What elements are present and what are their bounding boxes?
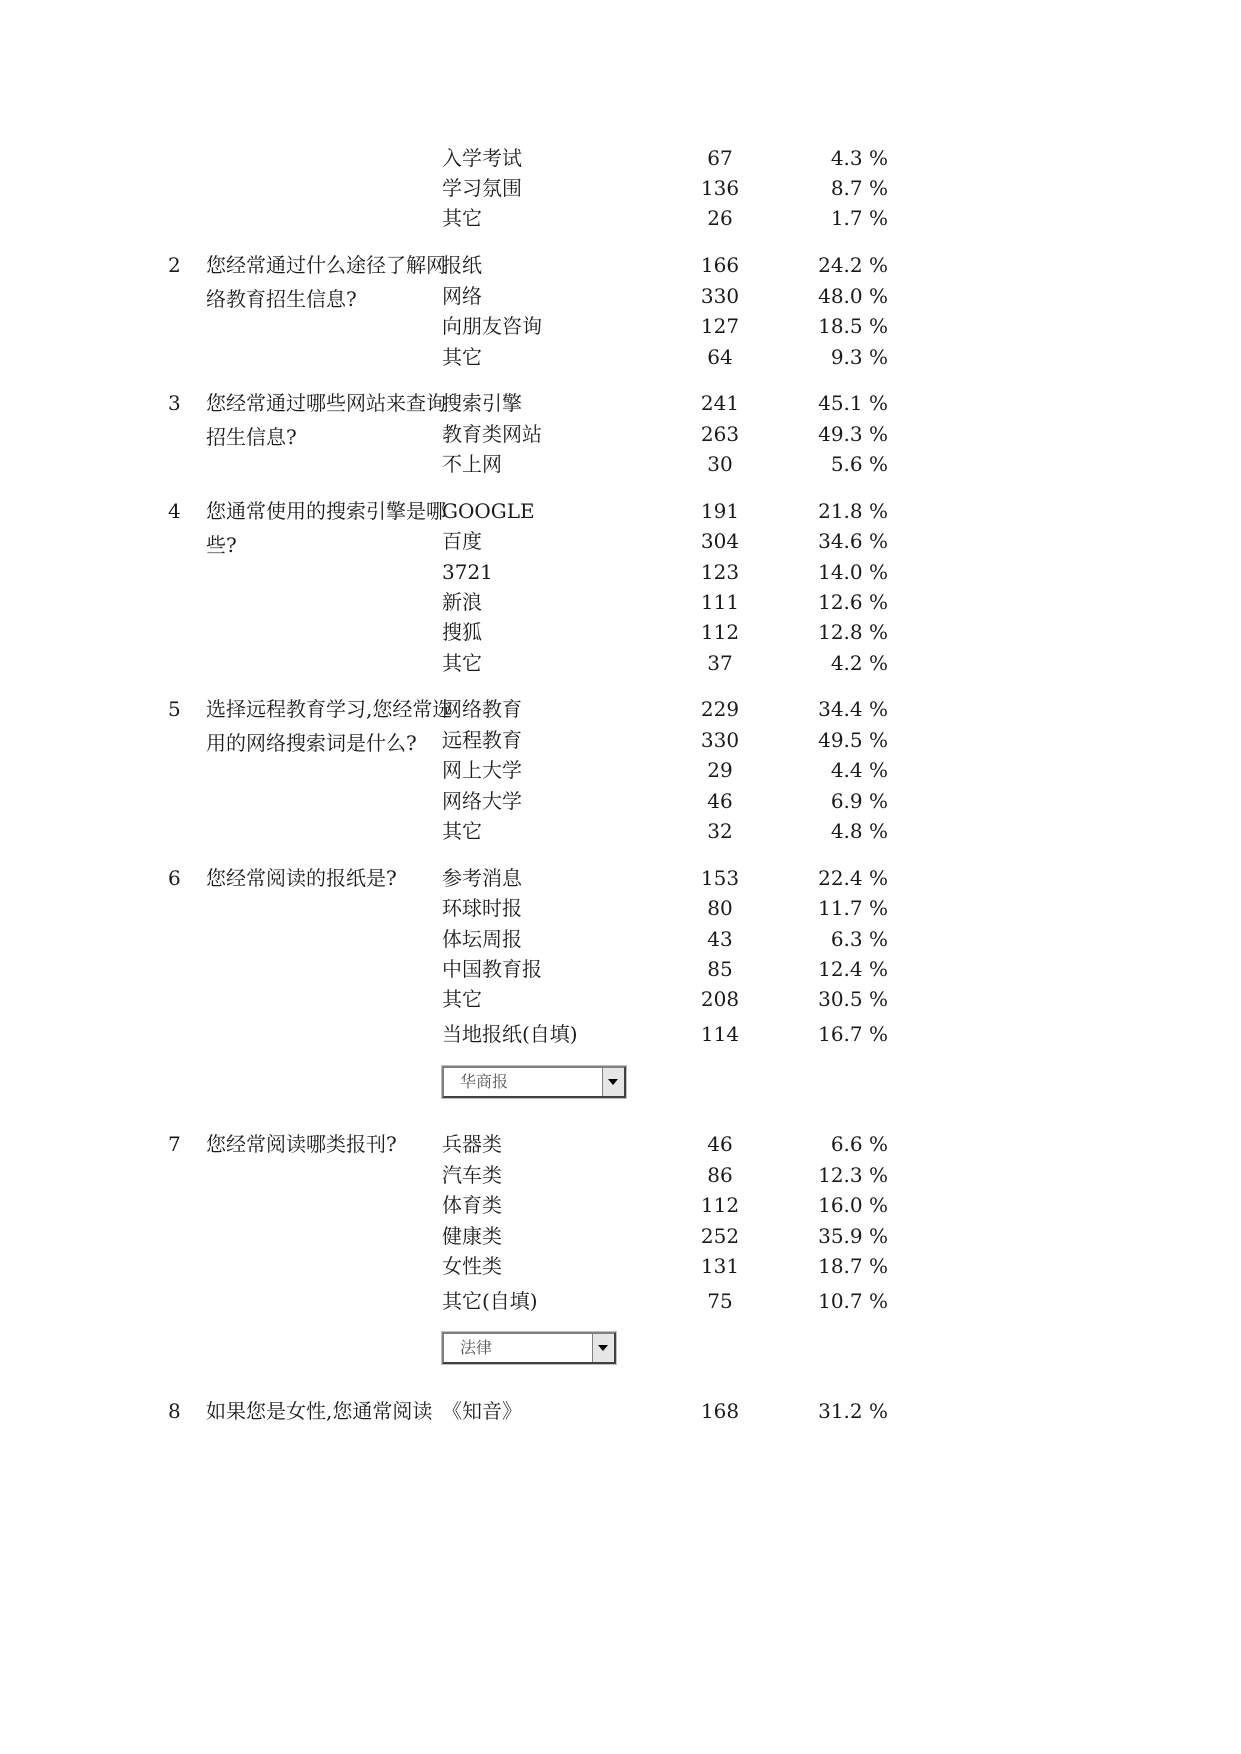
option-percent: 34.4 % xyxy=(818,697,888,721)
option-percent: 31.2 % xyxy=(818,1399,888,1423)
option-label: 当地报纸(自填) xyxy=(442,1022,578,1046)
option-label: 汽车类 xyxy=(442,1163,502,1187)
option-count: 75 xyxy=(707,1289,733,1313)
question-text: 选择远程教育学习,您经常选用的网络搜索词是什么? xyxy=(206,697,453,755)
option-percent: 5.6 % xyxy=(830,452,888,476)
option-count: 46 xyxy=(707,789,733,813)
option-count: 263 xyxy=(700,422,740,446)
option-count: 26 xyxy=(707,206,733,230)
option-count: 32 xyxy=(707,819,733,843)
option-count: 131 xyxy=(700,1254,740,1278)
option-label: 其它 xyxy=(442,345,482,369)
dropdown-selected-value: 法律 xyxy=(460,1338,493,1357)
option-count: 168 xyxy=(700,1399,740,1423)
option-count: 67 xyxy=(707,146,733,170)
option-label: 入学考试 xyxy=(442,146,522,170)
option-count: 191 xyxy=(700,499,740,523)
chevron-down-icon[interactable] xyxy=(592,1334,614,1362)
question-number: 5 xyxy=(168,697,181,721)
question-number: 2 xyxy=(168,253,181,277)
option-count: 29 xyxy=(707,758,733,782)
option-label: 不上网 xyxy=(442,452,502,476)
option-percent: 24.2 % xyxy=(818,253,888,277)
option-label: 中国教育报 xyxy=(442,957,542,981)
option-count: 46 xyxy=(707,1132,733,1156)
option-label: 报纸 xyxy=(442,253,482,277)
option-label: 网络 xyxy=(442,284,482,308)
option-count: 127 xyxy=(700,314,740,338)
option-percent: 10.7 % xyxy=(818,1289,888,1313)
option-label: 体坛周报 xyxy=(442,927,522,951)
option-percent: 14.0 % xyxy=(818,560,888,584)
question-text: 您通常使用的搜索引擎是哪些? xyxy=(206,499,446,557)
option-percent: 16.0 % xyxy=(818,1193,888,1217)
option-percent: 4.2 % xyxy=(830,651,888,675)
option-count: 37 xyxy=(707,651,733,675)
option-label: 远程教育 xyxy=(442,728,522,752)
option-percent: 12.6 % xyxy=(818,590,888,614)
option-label: 其它 xyxy=(442,819,482,843)
option-percent: 22.4 % xyxy=(818,866,888,890)
option-percent: 6.9 % xyxy=(830,789,888,813)
chevron-down-icon[interactable] xyxy=(602,1068,624,1096)
option-percent: 12.4 % xyxy=(818,957,888,981)
option-count: 123 xyxy=(700,560,740,584)
option-label: 网上大学 xyxy=(442,758,522,782)
option-percent: 18.5 % xyxy=(818,314,888,338)
option-label: 教育类网站 xyxy=(442,422,542,446)
option-count: 330 xyxy=(700,728,740,752)
option-label: 其它 xyxy=(442,651,482,675)
option-count: 304 xyxy=(700,529,740,553)
option-count: 330 xyxy=(700,284,740,308)
option-percent: 1.7 % xyxy=(830,206,888,230)
option-count: 85 xyxy=(707,957,733,981)
option-label: 网络教育 xyxy=(442,697,522,721)
option-percent: 6.3 % xyxy=(830,927,888,951)
option-percent: 6.6 % xyxy=(830,1132,888,1156)
option-label: 女性类 xyxy=(442,1254,502,1278)
option-count: 112 xyxy=(700,620,740,644)
option-label: 新浪 xyxy=(442,590,482,614)
option-label: 兵器类 xyxy=(442,1132,502,1156)
local-newspaper-dropdown[interactable] xyxy=(442,1066,626,1098)
other-publication-dropdown[interactable] xyxy=(442,1332,616,1364)
question-text: 您经常通过什么途径了解网络教育招生信息? xyxy=(206,253,446,311)
option-percent: 9.3 % xyxy=(830,345,888,369)
option-percent: 35.9 % xyxy=(818,1224,888,1248)
option-percent: 21.8 % xyxy=(818,499,888,523)
option-count: 43 xyxy=(707,927,733,951)
option-percent: 49.5 % xyxy=(818,728,888,752)
question-number: 4 xyxy=(168,499,181,523)
option-count: 166 xyxy=(700,253,740,277)
option-percent: 18.7 % xyxy=(818,1254,888,1278)
option-label: 其它(自填) xyxy=(442,1289,538,1313)
option-count: 30 xyxy=(707,452,733,476)
option-percent: 4.4 % xyxy=(830,758,888,782)
option-label: 参考消息 xyxy=(442,866,522,890)
question-text: 您经常通过哪些网站来查询招生信息? xyxy=(206,391,446,449)
option-percent: 48.0 % xyxy=(818,284,888,308)
option-label: 健康类 xyxy=(442,1224,502,1248)
option-label: 《知音》 xyxy=(442,1399,522,1423)
option-count: 208 xyxy=(700,987,740,1011)
question-text: 您经常阅读哪类报刊? xyxy=(206,1132,397,1156)
option-percent: 49.3 % xyxy=(818,422,888,446)
option-count: 86 xyxy=(707,1163,733,1187)
option-percent: 12.3 % xyxy=(818,1163,888,1187)
option-count: 241 xyxy=(700,391,740,415)
option-count: 111 xyxy=(700,590,740,614)
question-number: 8 xyxy=(168,1399,181,1423)
option-count: 229 xyxy=(700,697,740,721)
option-label: 搜索引擎 xyxy=(442,391,522,415)
option-count: 136 xyxy=(700,176,740,200)
option-percent: 45.1 % xyxy=(818,391,888,415)
option-percent: 16.7 % xyxy=(818,1022,888,1046)
option-label: GOOGLE xyxy=(442,499,535,523)
option-label: 其它 xyxy=(442,987,482,1011)
option-label: 3721 xyxy=(442,560,493,584)
option-percent: 4.8 % xyxy=(830,819,888,843)
option-percent: 11.7 % xyxy=(818,896,888,920)
question-number: 6 xyxy=(168,866,181,890)
option-label: 体育类 xyxy=(442,1193,502,1217)
option-percent: 8.7 % xyxy=(830,176,888,200)
dropdown-selected-value: 华商报 xyxy=(460,1072,509,1091)
option-label: 百度 xyxy=(442,529,482,553)
option-count: 112 xyxy=(700,1193,740,1217)
question-number: 7 xyxy=(168,1132,181,1156)
option-label: 其它 xyxy=(442,206,482,230)
option-label: 网络大学 xyxy=(442,789,522,813)
option-count: 252 xyxy=(700,1224,740,1248)
option-count: 114 xyxy=(700,1022,740,1046)
option-label: 环球时报 xyxy=(442,896,522,920)
question-text: 您经常阅读的报纸是? xyxy=(206,866,397,890)
option-count: 153 xyxy=(700,866,740,890)
option-label: 搜狐 xyxy=(442,620,482,644)
option-count: 64 xyxy=(707,345,733,369)
option-label: 向朋友咨询 xyxy=(442,314,542,338)
option-percent: 30.5 % xyxy=(818,987,888,1011)
option-count: 80 xyxy=(707,896,733,920)
question-text: 如果您是女性,您通常阅读 xyxy=(206,1399,433,1423)
question-number: 3 xyxy=(168,391,181,415)
option-percent: 12.8 % xyxy=(818,620,888,644)
option-percent: 34.6 % xyxy=(818,529,888,553)
option-percent: 4.3 % xyxy=(830,146,888,170)
option-label: 学习氛围 xyxy=(442,176,522,200)
